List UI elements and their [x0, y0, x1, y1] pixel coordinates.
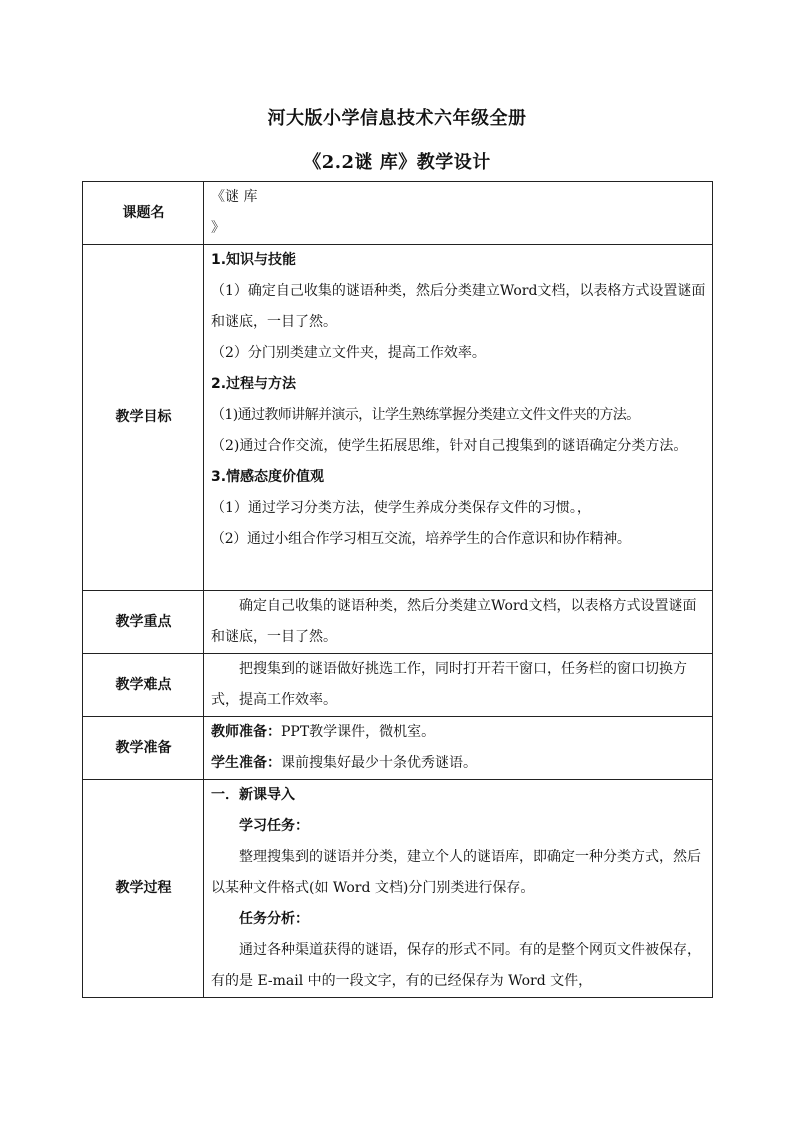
difficulty-text: 把搜集到的谜语做好挑选工作，同时打开若干窗口，任务栏的窗口切换方式，提高工作效率。	[211, 661, 687, 708]
table-row-objectives	[83, 245, 713, 591]
teacher-preparation	[211, 717, 706, 748]
student-preparation-text: 课前搜集好最少十条优秀谜语。	[281, 755, 477, 771]
objectives-item-4: （2)通过合作交流，使学生拓展思维，针对自己搜集到的谜语确定分类方法。	[211, 438, 688, 454]
table-row-difficulty	[83, 654, 713, 717]
objectives-item-2: （2）分门别类建立文件夹，提高工作效率。	[211, 345, 486, 361]
topic-line-1: 《谜 库	[211, 189, 258, 205]
process-cell	[204, 780, 713, 998]
preparation-cell	[204, 717, 713, 780]
lesson-plan-table	[82, 181, 713, 998]
table-row-preparation	[83, 717, 713, 780]
task-label: 学习任务：	[239, 818, 309, 834]
table-row-topic	[83, 182, 713, 245]
row-label-difficulty: 教学难点	[83, 654, 204, 717]
row-label-preparation: 教学准备	[83, 717, 204, 780]
analysis-text: 通过各种渠道获得的谜语，保存的形式不同。有的是整个网页文件被保存，有的是 E-mail 中的一段文字，有的已经保存为 Word 文件，	[211, 942, 701, 989]
objectives-item-6: （2）通过小组合作学习相互交流，培养学生的合作意识和协作精神。	[211, 531, 631, 547]
task-text: 整理搜集到的谜语并分类，建立个人的谜语库，即确定一种分类方式，然后以某种文件格式(如 Word 文档)分门别类进行保存。	[211, 849, 701, 896]
key-point-text: 确定自己收集的谜语种类，然后分类建立Word文档，以表格方式设置谜面和谜底，一目了然。	[211, 598, 697, 645]
objectives-heading-3: 3.情感态度价值观	[211, 469, 325, 485]
document-title: 河大版小学信息技术六年级全册	[267, 108, 527, 129]
objectives-item-1: （1）确定自己收集的谜语种类，然后分类建立Word文档，以表格方式设置谜面和谜底，一目了然。	[211, 283, 706, 330]
row-label-key-point: 教学重点	[83, 591, 204, 654]
key-point-cell	[204, 591, 713, 654]
teacher-preparation-label: 教师准备：	[211, 724, 281, 740]
row-label-topic: 课题名	[83, 182, 204, 245]
table-row-process	[83, 780, 713, 998]
difficulty-cell	[204, 654, 713, 717]
teacher-preparation-text: PPT教学课件，微机室。	[281, 724, 436, 740]
student-preparation-label: 学生准备：	[211, 755, 281, 771]
analysis-label: 任务分析：	[239, 911, 309, 927]
process-heading-1: 一．新课导入	[211, 787, 295, 803]
table-row-key-point	[83, 591, 713, 654]
objectives-item-3: （1)通过教师讲解并演示，让学生熟练掌握分类建立文件文件夹的方法。	[211, 407, 640, 423]
objectives-heading-1: 1.知识与技能	[211, 252, 297, 268]
objectives-item-5: （1）通过学习分类方法，使学生养成分类保存文件的习惯。，	[211, 500, 591, 516]
document-subtitle: 《2.2谜 库》教学设计	[303, 152, 491, 173]
topic-cell	[204, 182, 713, 245]
objectives-cell	[204, 245, 713, 591]
row-label-objectives: 教学目标	[83, 245, 204, 591]
student-preparation	[211, 748, 706, 779]
objectives-heading-2: 2.过程与方法	[211, 376, 297, 392]
row-label-process: 教学过程	[83, 780, 204, 998]
topic-line-2: 》	[211, 220, 225, 236]
